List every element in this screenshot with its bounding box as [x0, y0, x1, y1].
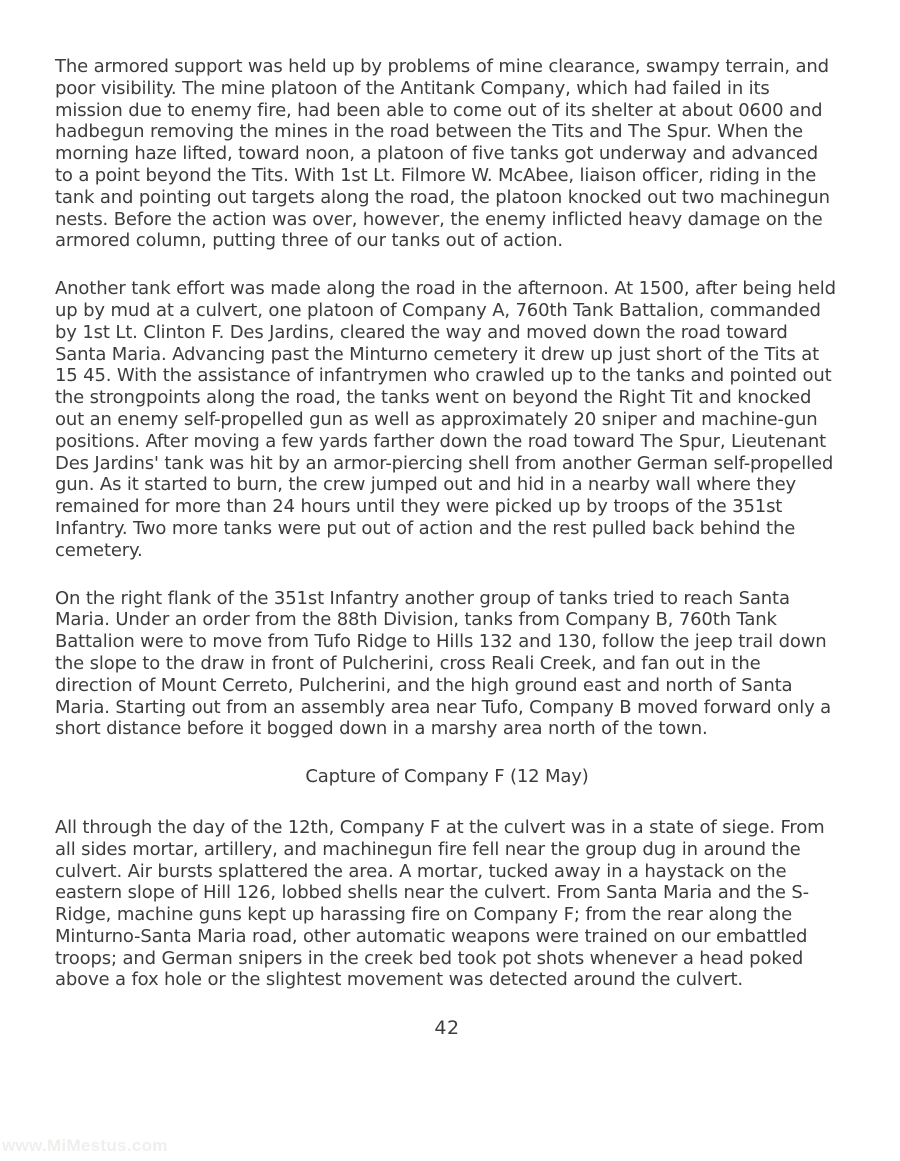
watermark: www.MiMestus.com: [2, 1136, 168, 1155]
body-paragraph-4: All through the day of the 12th, Company F at the culvert was in a state of siege. From all sides mortar, artillery, and machinegun fire fell near the group dug in around the culvert. Air bursts splattered the area. A mortar, tucked away in a haystack on the eastern slope of Hill 126, lobbed shells near the culvert. From Santa Maria and the S-Ridge, machine guns kept up harassing fire on Company F; from the rear along the Minturno-Santa Maria road, other automatic weapons were trained on our embattled troops; and German snipers in the creek bed took pot shots whenever a head poked above a fox hole or the slightest movement was detected around the culvert.: [55, 816, 825, 991]
section-heading: Capture of Company F (12 May): [305, 766, 589, 788]
text-column: [55, 56, 839, 1039]
body-paragraph-1: The armored support was held up by problems of mine clearance, swampy terrain, and poor visibility. The mine platoon of the Antitank Company, which had failed in its mission due to enemy fire, had been able to come out of its shelter at about 0600 and hadbegun removing the mines in the road between the Tits and The Spur. When the morning haze lifted, toward noon, a platoon of five tanks got underway and advanced to a point beyond the Tits. With 1st Lt. Filmore W. McAbee, liaison officer, riding in the tank and pointing out targets along the road, the platoon knocked out two machinegun nests. Before the action was over, however, the enemy inflicted heavy damage on the armored column, putting three of our tanks out of action.: [55, 56, 830, 252]
page-number: 42: [434, 1017, 460, 1040]
body-paragraph-3: On the right flank of the 351st Infantry another group of tanks tried to reach Santa Maria. Under an order from the 88th Division, tanks from Company B, 760th Tank Battalion were to move from Tufo Ridge to Hills 132 and 130, follow the jeep trail down the slope to the draw in front of Pulcherini, cross Reali Creek, and fan out in the direction of Mount Cerreto, Pulcherini, and the high ground east and north of Santa Maria. Starting out from an assembly area near Tufo, Company B moved forward only a short distance before it bogged down in a marshy area north of the town.: [55, 587, 832, 740]
body-paragraph-2: Another tank effort was made along the road in the afternoon. At 1500, after being held up by mud at a culvert, one platoon of Company A, 760th Tank Battalion, commanded by 1st Lt. Clinton F. Des Jardins, cleared the way and moved down the road toward Santa Maria. Advancing past the Minturno cemetery it drew up just short of the Tits at 15 45. With the assistance of infantrymen who crawled up to the tanks and pointed out the strongpoints along the road, the tanks went on beyond the Right Tit and knocked out an enemy self-propelled gun as well as approximately 20 sniper and machine-gun positions. After moving a few yards farther down the road toward The Spur, Lieutenant Des Jardins' tank was hit by an armor-piercing shell from another German self-propelled gun. As it started to burn, the crew jumped out and hid in a nearby wall where they remained for more than 24 hours until they were picked up by troops of the 351st Infantry. Two more tanks were put out of action and the rest pulled back behind the cemetery.: [55, 278, 836, 561]
